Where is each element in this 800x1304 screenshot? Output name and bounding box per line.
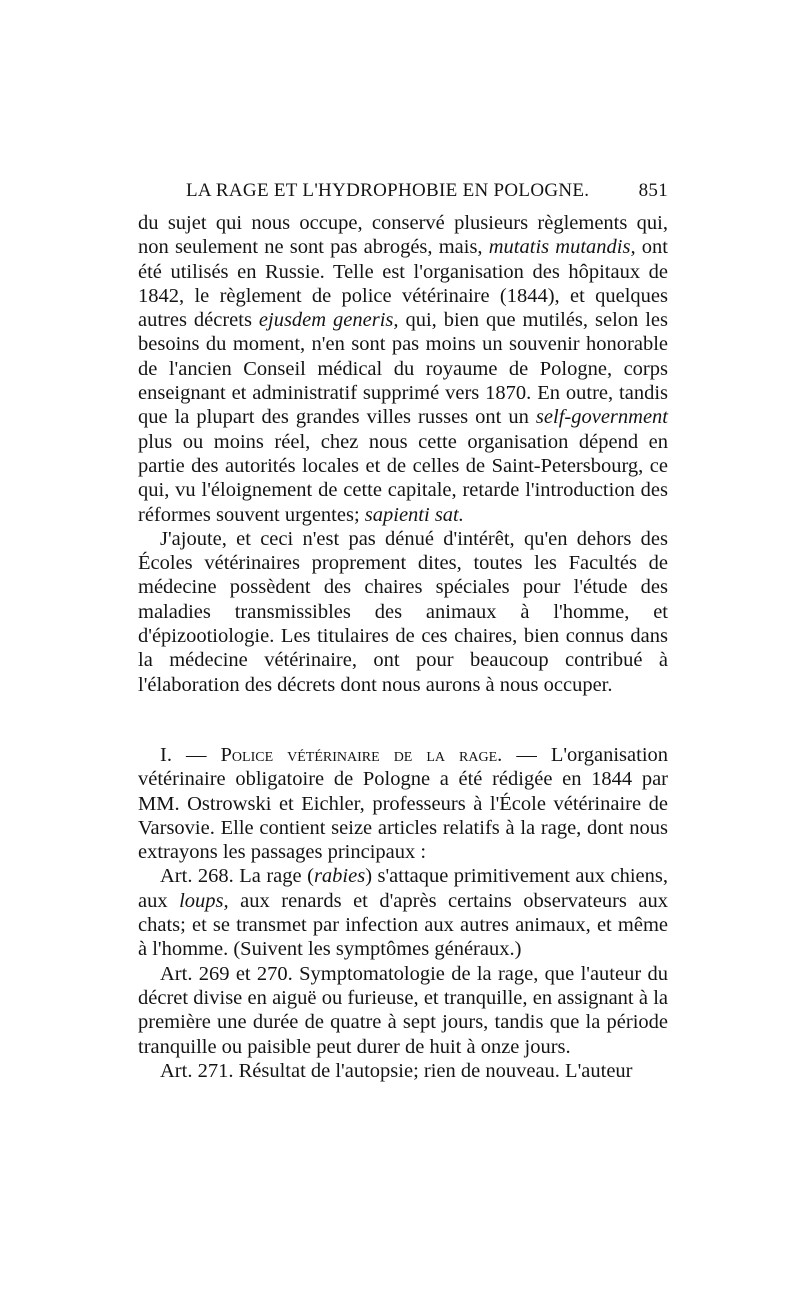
text-run: qui, bien que mutilés, selon les besoins du moment, n'en sont pas moins un souvenir honorable de l'ancien Conseil médical du royaume de Pologne, corps enseignant et administratif supprimé vers 1870. En outre, tandis que la plupart des grandes villes russes ont un: [138, 309, 668, 429]
text-run: ) s'attaque primitivement aux chiens, aux: [138, 865, 668, 912]
section-number: I. —: [160, 744, 221, 766]
italic-phrase: mutatis mutandis,: [488, 236, 636, 259]
text-run: — L'organisation vétérinaire obligatoire de Pologne a été rédigée en 1844 par MM. Ostrowski et Eichler, professeurs à l'École vétérinaire de Varsovie. Elle contient seize articles relatifs à la rage, dont nous extrayons les passages principaux :: [138, 744, 669, 864]
article-269-270: Art. 269 et 270. Symptomatologie de la rage, que l'auteur du décret divise en aiguë ou furieuse, et tranquille, en assignant à la première une durée de quatre à sept jours, tandis que la période tranquille ou paisible peut durer de huit à onze jours.: [138, 962, 668, 1058]
page-number: 851: [638, 180, 668, 201]
italic-phrase: rabies: [313, 865, 366, 888]
text-block-lower: [138, 743, 668, 1083]
text-run: aux renards et d'après certains observateurs aux chats; et se transmet par infection aux autres animaux, et même à l'homme. (Suivent les symptômes généraux.): [138, 889, 668, 961]
article-271: Art. 271. Résultat de l'autopsie; rien de nouveau. L'auteur: [160, 1059, 633, 1082]
text-run: Art. 268. La rage (: [160, 865, 314, 888]
running-title: LA RAGE ET L'HYDROPHOBIE EN POLOGNE.: [186, 180, 590, 201]
text-run: plus ou moins réel, chez nous cette organisation dépend en partie des autorités locales et de celles de Saint-Petersbourg, ce qui, vu l'éloignement de cette capitale, retarde l'introduction des réformes souvent urgentes;: [138, 430, 668, 526]
running-header: [138, 180, 668, 208]
italic-phrase: sapienti sat.: [364, 503, 464, 526]
text-run: du sujet qui nous occupe, conservé plusieurs règlements qui, non seulement ne sont pas abrogés, mais,: [138, 212, 668, 259]
italic-phrase: ejusdem generis,: [258, 309, 399, 332]
text-block-upper: [138, 211, 668, 697]
paragraph-faculties: J'ajoute, et ceci n'est pas dénué d'intérêt, qu'en dehors des Écoles vétérinaires proprement dites, toutes les Facultés de médecine possèdent des chaires spéciales pour l'étude des maladies transmissibles des animaux à l'homme, et d'épizootiologie. Les titulaires de ces chaires, bien connus dans la médecine vétérinaire, ont pour beaucoup contribué à l'élaboration des décrets dont nous aurons à nous occuper.: [138, 527, 668, 696]
article-268: [138, 864, 668, 961]
italic-phrase: loups,: [179, 889, 229, 912]
text-run: ont été utilisés en Russie. Telle est l'organisation des hôpitaux de 1842, le règlement de police vétérinaire (1844), et quelques autres décrets: [138, 236, 668, 332]
paragraph-continued: [138, 211, 668, 527]
italic-phrase: self-government: [535, 406, 668, 429]
section-heading: Police vétérinaire de la rage.: [220, 744, 503, 766]
section-police-veterinaire: [138, 743, 668, 864]
